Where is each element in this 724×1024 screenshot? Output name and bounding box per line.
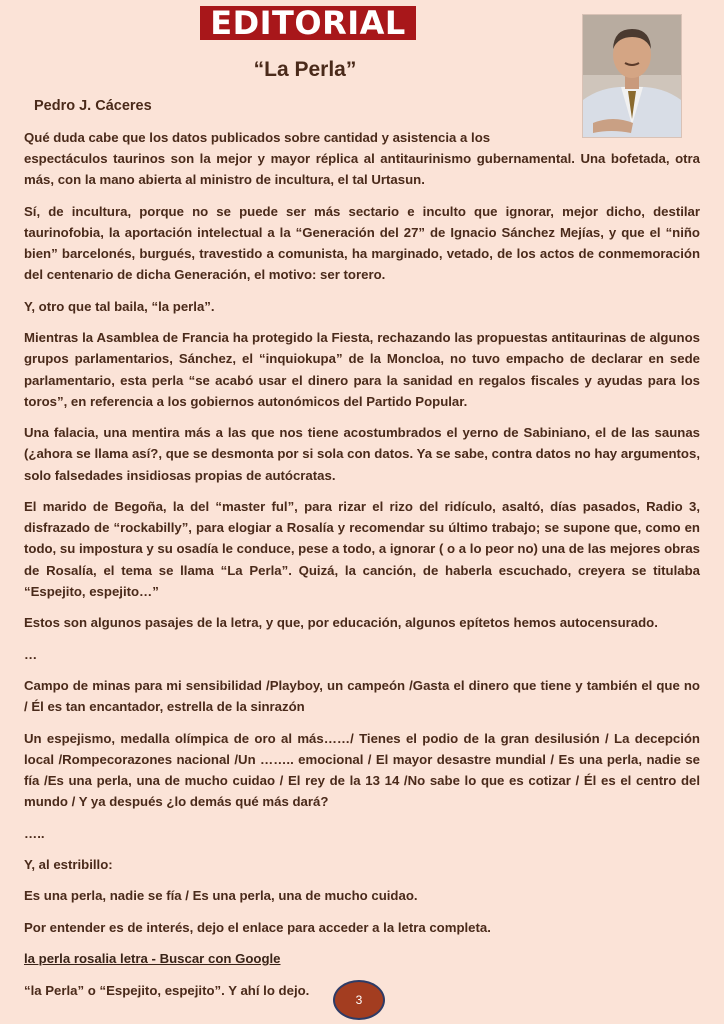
author-name: Pedro J. Cáceres (34, 98, 152, 114)
ellipsis-line: … (24, 646, 38, 662)
page-number-badge: 3 (333, 980, 385, 1020)
paragraph: Qué duda cabe que los datos publicados sobre cantidad y asistencia a los (24, 130, 491, 145)
paragraph: Mientras la Asamblea de Francia ha protegido la Fiesta, rechazando las propuestas antitaurinas de algunos grupos parlamentarios, Sánchez, el “inquiokupa” de la Moncloa, no tuvo empacho de declarar en sede parlamentario, esta perla “se acabó usar el dinero para la sanidad en regalos fiscales y ayudas para los toros”, en referencia a los gobiernos autonómicos del Partido Popular. (24, 330, 700, 409)
paragraph: espectáculos taurinos son la mejor y mayor réplica al antitaurinismo gubernamental. Una bofetada, otra más, con la mano abierta al ministro de incultura, el tal Urtasun. (24, 151, 700, 188)
paragraph: Y, al estribillo: (24, 856, 113, 872)
section-banner: EDITORIAL (200, 6, 416, 40)
author-photo (582, 14, 682, 138)
article-title: “La Perla” (253, 58, 357, 81)
lyrics-chorus: Es una perla, nadie se fía / Es una perla, una de mucho cuidao. (24, 888, 418, 904)
closing-paragraph: “la Perla” o “Espejito, espejito”. Y ahí lo dejo. (24, 982, 310, 998)
paragraph: Y, otro que tal baila, “la perla”. (24, 298, 215, 314)
ellipsis-line: ….. (24, 825, 45, 841)
author-portrait-image (583, 15, 681, 137)
paragraph: Sí, de incultura, porque no se puede ser más sectario e inculto que ignorar, mejor dicho, destilar taurinofobia, la aportación intelectual a la “Generación del 27” de Ignacio Sánchez Mejías, y que el “niño bien” barcelonés, burgués, travestido a comunista, ha marginado, vetado, de los actos de conmemoración del centenario de dicha Generación, el motivo: ser torero. (24, 203, 700, 283)
paragraph: Por entender es de interés, dejo el enlace para acceder a la letra completa. (24, 919, 491, 935)
paragraph: El marido de Begoña, la del “master ful”, para rizar el rizo del ridículo, asaltó, días pasados, Radio 3, disfrazado de “rockabilly”, para elogiar a Rosalía y recomendar su último trabajo; se supone que, como en todo, su impostura y su osadía le conduce, pese a todo, a ignorar ( o a lo peor no) una de las mejores obras de Rosalía, el tema se llama “La Perla”. Quizá, la canción, de haberla escuchado, creyera se titulaba “Espejito, espejito…” (24, 498, 700, 599)
paragraph: Una falacia, una mentira más a las que nos tiene acostumbrados el yerno de Sabiniano, el de las saunas (¿ahora se llama así?, que se desmonta por si sola con datos. Ya se sabe, contra datos no hay argumentos, solo falsedades insidiosas propias de autócratas. (24, 425, 700, 483)
lyrics-paragraph: Campo de minas para mi sensibilidad /Playboy, un campeón /Gasta el dinero que tiene y también el que no / Él es tan encantador, estrella de la sinrazón (24, 677, 700, 715)
lyrics-link[interactable]: la perla rosalia letra - Buscar con Google (24, 951, 281, 967)
link-paragraph (24, 948, 700, 969)
article-body (24, 127, 700, 1011)
paragraph: Estos son algunos pasajes de la letra, y que, por educación, algunos epítetos hemos autocensurado. (24, 615, 658, 631)
lyrics-paragraph: Un espejismo, medalla olímpica de oro al más……/ Tienes el podio de la gran desilusión / La decepción local /Rompecorazones nacional /Un …….. emocional / El mayor desastre mundial / Es una perla, nadie se fía /Es una perla, una de mucho cuidao / El rey de la 13 14 /No sabe lo que es cotizar / Él es el centro del mundo / Y ya después ¿lo demás qué más dará? (24, 730, 700, 810)
